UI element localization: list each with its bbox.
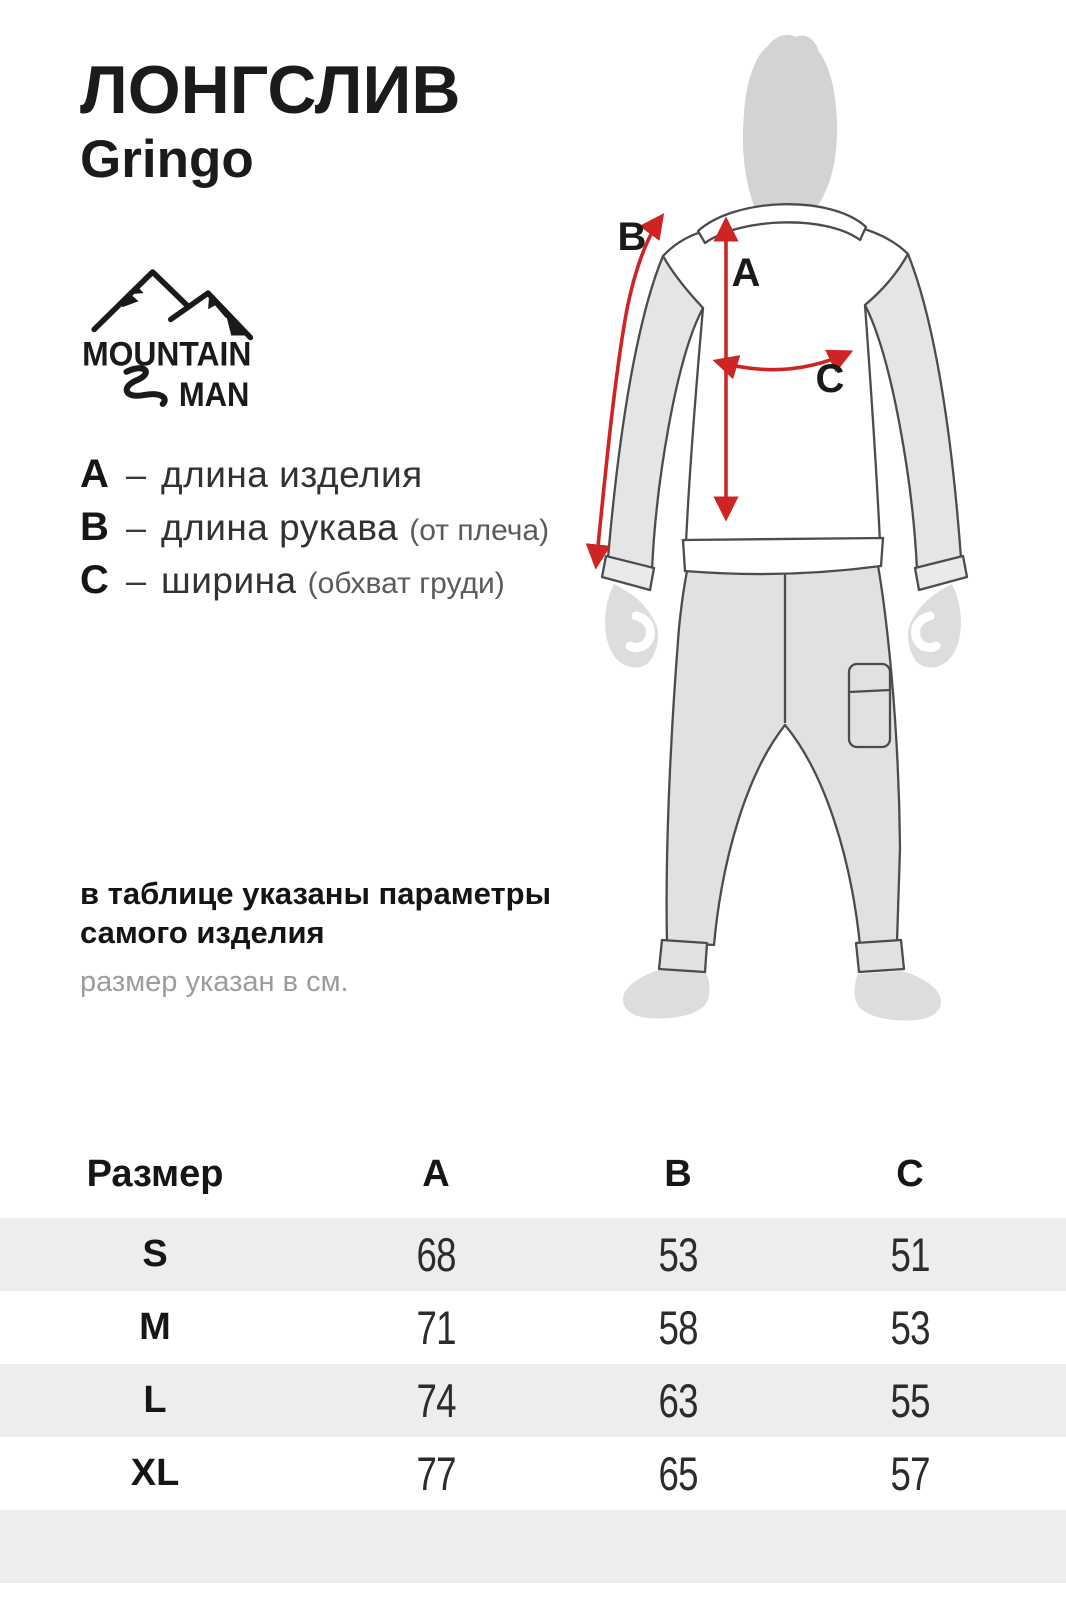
legend-separator: – [126,454,147,495]
mannequin-diagram [548,28,1018,1032]
value-b: 65 [658,1447,698,1500]
table-row-xl [0,1437,1066,1510]
header-cell-size: Размер [86,1152,224,1195]
product-type-title: ЛОНГСЛИВ [80,52,461,128]
legend-label: ширина [161,560,297,601]
legend-note: (обхват груди) [307,567,505,600]
size-label: L [143,1379,167,1421]
header-cell-b: B [664,1152,692,1195]
value-a: 74 [416,1374,456,1427]
value-a: 68 [416,1228,456,1281]
table-row-m [0,1291,1066,1364]
right-ankle-cuff [856,940,904,972]
legend-item-a [80,452,549,505]
legend-label: длина изделия [161,454,423,495]
value-a: 71 [416,1301,456,1354]
value-b: 58 [658,1301,698,1354]
value-a: 77 [416,1447,456,1500]
right-foot [854,971,941,1021]
size-label: XL [130,1452,180,1494]
legend-item-c [80,558,549,611]
mountains-icon [94,272,250,338]
diagram-label-c: C [815,357,845,401]
legend-key: A [80,452,109,496]
note-units: размер указан в см. [80,966,349,998]
size-label: M [139,1306,171,1348]
legend-separator: – [126,507,147,548]
size-label: S [142,1233,168,1275]
legend-label: длина рукава [161,507,399,548]
brand-word-bottom: MAN [178,376,250,415]
brand-logo [74,248,326,426]
value-c: 57 [890,1447,930,1500]
legend-key: C [80,558,109,602]
diagram-label-b: B [617,215,647,259]
page-title [80,52,460,190]
note-bold-line1: в таблице указаны параметры [80,876,552,911]
legend-key: B [80,505,109,549]
left-ankle-cuff [659,940,707,972]
head-silhouette [743,35,837,224]
cargo-pocket [849,664,890,747]
table-note [80,874,551,999]
table-row-l [0,1364,1066,1437]
shirt-hem-band [683,538,883,574]
legend-item-b [80,505,549,558]
brand-word-top: MOUNTAIN [82,335,252,374]
size-table [0,1130,1066,1583]
legend-note: (от плеча) [409,514,550,547]
measurement-legend [80,452,549,611]
table-row-empty [0,1510,1066,1583]
value-c: 53 [890,1301,930,1354]
diagram-label-a: A [731,251,761,295]
value-c: 51 [890,1228,930,1281]
pants [659,544,904,972]
table-header-row [0,1130,1066,1218]
product-name-title: Gringo [80,130,254,189]
legend-separator: – [126,560,147,601]
header-cell-a: A [422,1152,450,1195]
value-b: 63 [658,1374,698,1427]
value-c: 55 [890,1374,930,1427]
value-b: 53 [658,1228,698,1281]
table-row-s [0,1218,1066,1291]
header-cell-c: C [896,1152,924,1195]
note-bold-line2: самого изделия [80,915,325,950]
left-foot [623,969,710,1019]
